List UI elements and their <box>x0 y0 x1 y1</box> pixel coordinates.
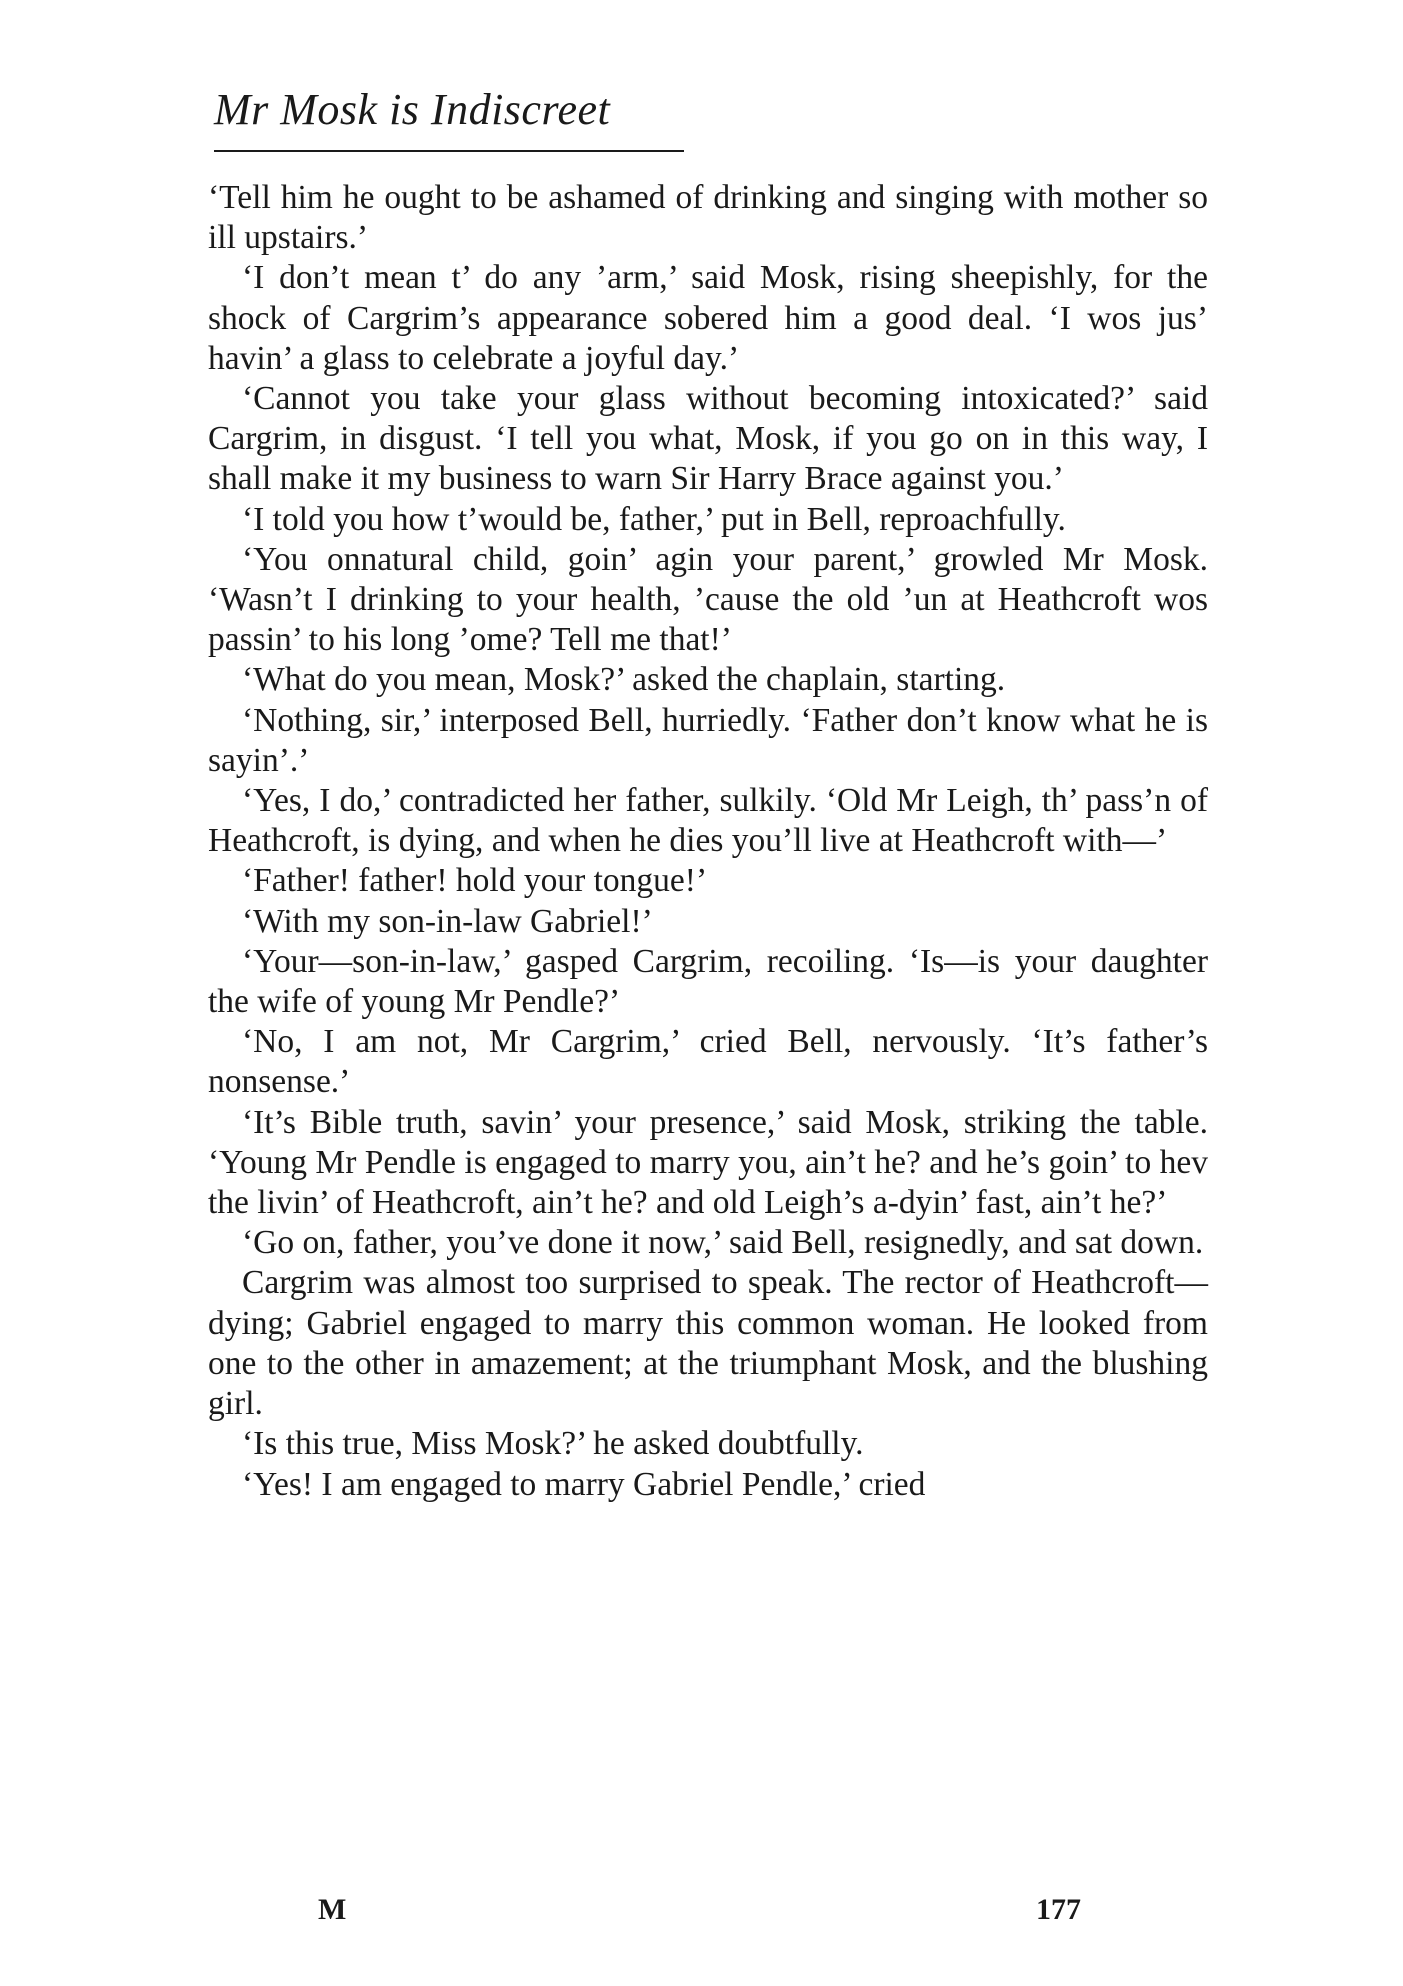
paragraph: ‘Father! father! hold your tongue!’ <box>242 862 708 900</box>
paragraph: ‘I told you how t’would be, father,’ put in Bell, reproachfully. <box>242 500 1066 538</box>
paragraph: ‘What do you mean, Mosk?’ asked the chaplain, starting. <box>242 661 1006 699</box>
paragraph: ‘Is this true, Miss Mosk?’ he asked doubtfully. <box>242 1425 864 1463</box>
signature-mark: M <box>318 1893 347 1926</box>
page-number: 177 <box>1036 1893 1081 1926</box>
paragraph: ‘Tell him he ought to be ashamed of drinking and singing with mother so ill upstairs.’ <box>208 179 1208 257</box>
running-head: Mr Mosk is Indiscreet <box>214 85 611 134</box>
header-rule <box>214 150 684 152</box>
paragraph: ‘Go on, father, you’ve done it now,’ said Bell, resignedly, and sat down. <box>242 1224 1204 1262</box>
paragraph: Cargrim was almost too surprised to speak. The rector of Heathcroft—dying; Gabriel engaged to marry this common woman. He looked from one to the other in amazement; at the triumphant Mosk, and the blushing girl. <box>208 1264 1208 1423</box>
paragraph: ‘Nothing, sir,’ interposed Bell, hurriedly. ‘Father don’t know what he is sayin’.’ <box>208 701 1208 779</box>
body-text <box>208 178 1208 1505</box>
paragraph: ‘No, I am not, Mr Cargrim,’ cried Bell, nervously. ‘It’s father’s nonsense.’ <box>208 1023 1208 1101</box>
paragraph: ‘Cannot you take your glass without becoming intoxicated?’ said Cargrim, in disgust. ‘I tell you what, Mosk, if you go on in this way, I shall make it my business to warn Sir Harry Brace against you.’ <box>208 380 1208 498</box>
paragraph: ‘It’s Bible truth, savin’ your presence,’ said Mosk, striking the table. ‘Young Mr Pendle is engaged to marry you, ain’t he? and he’s goin’ to hev the livin’ of Heathcroft, ain’t he? and old Leigh’s a-dyin’ fast, ain’t he?’ <box>208 1103 1208 1222</box>
paragraph: ‘Yes, I do,’ contradicted her father, sulkily. ‘Old Mr Leigh, th’ pass’n of Heathcroft, is dying, and when he dies you’ll live at Heathcroft with—’ <box>208 782 1208 860</box>
paragraph: ‘You onnatural child, goin’ agin your parent,’ growled Mr Mosk. ‘Wasn’t I drinking to your health, ’cause the old ’un at Heathcroft wos passin’ to his long ’ome? Tell me that!’ <box>208 540 1208 659</box>
paragraph: ‘Yes! I am engaged to marry Gabriel Pendle,’ cried <box>242 1465 926 1503</box>
paragraph: ‘Your—son-in-law,’ gasped Cargrim, recoiling. ‘Is—is your daughter the wife of young Mr Pendle?’ <box>208 942 1208 1021</box>
paragraph: ‘I don’t mean t’ do any ’arm,’ said Mosk, rising sheepishly, for the shock of Cargrim’s appearance sobered him a good deal. ‘I wos jus’ havin’ a glass to celebrate a joyful day.’ <box>208 259 1208 377</box>
paragraph: ‘With my son-in-law Gabriel!’ <box>242 902 653 940</box>
